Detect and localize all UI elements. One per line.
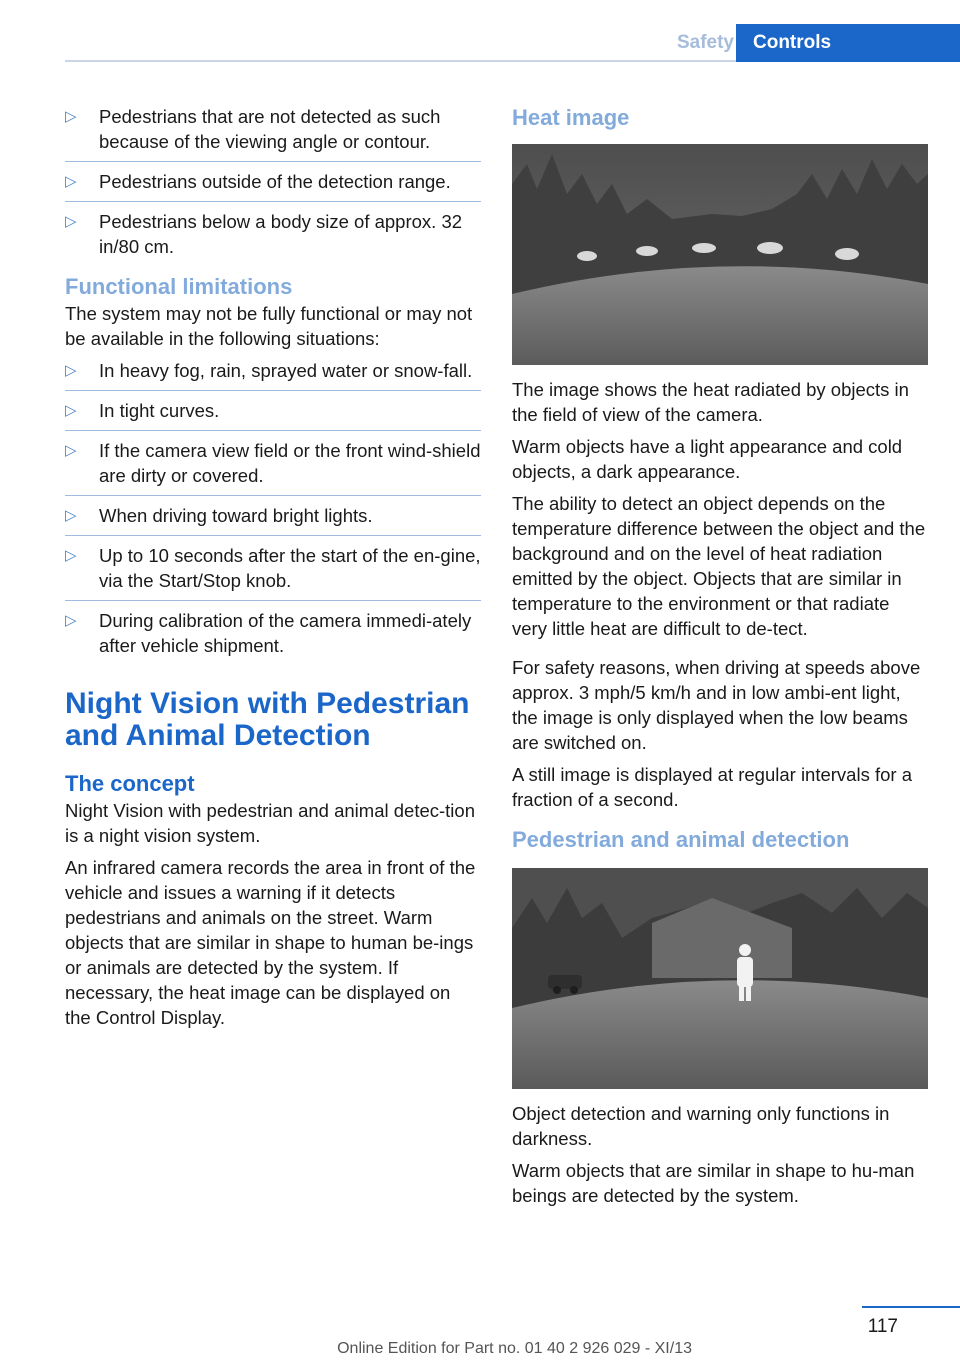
detection-paragraph: Warm objects that are similar in shape to hu‐man beings are detected by the system. [512, 1160, 915, 1206]
right-column [512, 104, 928, 1215]
page-number: 117 [867, 1316, 898, 1337]
heat-image-illustration [512, 144, 928, 365]
list-item: ▷ If the camera view field or the front wind‐shield are dirty or covered. [65, 440, 481, 486]
undetected-list [65, 104, 481, 259]
list-item: ▷ During calibration of the camera immedi‐ately after vehicle shipment. [65, 610, 472, 656]
limits-intro: The system may not be fully functional or may not be available in the following situations: [65, 303, 473, 349]
chapter-tab[interactable]: Controls [736, 24, 960, 62]
list-separator [65, 600, 481, 601]
concept-paragraph: An infrared camera records the area in front of the vehicle and issues a warning if it detects pedestrians and animals on the street. Warm objects that are similar in shape to human be‐ings or animals are detected by the system. If necessary, the heat image can be displayed on the Control Display. [65, 857, 476, 1028]
list-item: ▷ Pedestrians below a body size of approx. 32 in/80 cm. [65, 211, 463, 257]
list-item: ▷ Pedestrians outside of the detection range. [65, 171, 451, 192]
list-separator [65, 161, 481, 162]
list-item: ▷ In tight curves. [65, 400, 220, 421]
heat-paragraph: The ability to detect an object depends on the temperature difference between the object and the background and on the level of heat radiation emitted by the object. Objects that are similar in temperature to the environment or that radiate very little heat are difficult to de‐tect. [512, 493, 926, 639]
list-separator [65, 535, 481, 536]
list-item: ▷ Pedestrians that are not detected as such because of the viewing angle or contour. [65, 106, 441, 152]
heat-paragraph: A still image is displayed at regular intervals for a fraction of a second. [512, 764, 912, 810]
triangle-bullet-icon: ▷ [65, 442, 77, 459]
detection-heading: Pedestrian and animal detection [512, 827, 850, 852]
section-tab[interactable]: Safety [676, 32, 734, 53]
heat-paragraph: For safety reasons, when driving at speeds above approx. 3 mph/5 km/h and in low ambi‐ent light, the image is only displayed when the low beams are switched on. [512, 657, 921, 753]
heat-image-figure [512, 144, 928, 365]
triangle-bullet-icon: ▷ [65, 547, 77, 564]
heat-paragraph: The image shows the heat radiated by objects in the field of view of the camera. [512, 379, 909, 425]
triangle-bullet-icon: ▷ [65, 612, 77, 629]
heat-paragraph: Warm objects have a light appearance and cold objects, a dark appearance. [512, 436, 903, 482]
triangle-bullet-icon: ▷ [65, 108, 77, 125]
heat-image-heading: Heat image [512, 105, 630, 130]
pedestrian-detection-illustration [512, 868, 928, 1089]
list-separator [65, 495, 481, 496]
left-column [65, 104, 481, 1037]
list-separator [65, 390, 481, 391]
list-item: ▷ Up to 10 seconds after the start of the en‐gine, via the Start/Stop knob. [65, 545, 481, 591]
list-item: ▷ In heavy fog, rain, sprayed water or snow‐fall. [65, 360, 473, 381]
triangle-bullet-icon: ▷ [65, 362, 77, 379]
limits-list [65, 358, 481, 658]
triangle-bullet-icon: ▷ [65, 213, 77, 230]
main-heading: Night Vision with Pedestrian and Animal Detection [65, 687, 470, 752]
triangle-bullet-icon: ▷ [65, 402, 77, 419]
list-separator [65, 430, 481, 431]
concept-paragraph: Night Vision with pedestrian and animal detec‐tion is a night vision system. [65, 800, 475, 846]
list-item: ▷ When driving toward bright lights. [65, 505, 373, 526]
edition-label: Online Edition for Part no. 01 40 2 926 029 - XI/13 [337, 1340, 692, 1357]
detection-paragraph: Object detection and warning only functions in darkness. [512, 1103, 890, 1149]
limits-heading: Functional limitations [65, 274, 293, 299]
footer-rule [862, 1306, 960, 1308]
concept-heading: The concept [65, 771, 195, 796]
pedestrian-detection-figure [512, 868, 928, 1089]
triangle-bullet-icon: ▷ [65, 507, 77, 524]
list-separator [65, 201, 481, 202]
triangle-bullet-icon: ▷ [65, 173, 77, 190]
